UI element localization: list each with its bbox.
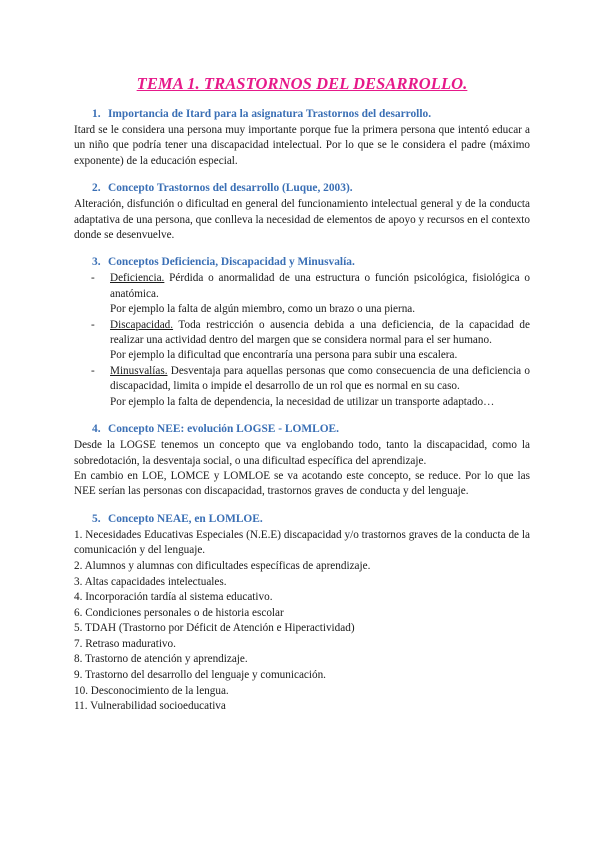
list-item: 1. Necesidades Educativas Especiales (N.E.E) discapacidad y/o trastornos graves de la conducta de la comunicación y del lenguaje.: [74, 528, 530, 557]
list-item: 8. Trastorno de atención y aprendizaje.: [74, 653, 248, 666]
section-2: [74, 182, 530, 243]
term: Deficiencia.: [110, 272, 165, 285]
list-item: 2. Alumnos y alumnas con dificultades específicas de aprendizaje.: [74, 559, 371, 572]
example: Por ejemplo la dificultad que encontraría una persona para subir una escalera.: [110, 349, 458, 362]
term: Minusvalías.: [110, 364, 168, 377]
list-item: 4. Incorporación tardía al sistema educativo.: [74, 591, 273, 604]
definition-list: [74, 271, 530, 410]
section-paragraph: Itard se le considera una persona muy importante porque fue la primera persona que intentó educar a un niño que podría tener una discapacidad intelectual. Por lo que se le considera el padre (máximo exponente) de la educación especial.: [74, 124, 530, 167]
section-number: 4.: [92, 423, 101, 436]
section-heading: [74, 182, 530, 194]
list-item: 6. Condiciones personales o de historia escolar: [74, 606, 284, 619]
list-item: [74, 271, 530, 317]
list-item: 3. Altas capacidades intelectuales.: [74, 575, 227, 588]
example: Por ejemplo la falta de algún miembro, como un brazo o una pierna.: [110, 303, 416, 316]
list-item: 10. Desconocimiento de la lengua.: [74, 684, 229, 697]
list-item: 9. Trastorno del desarrollo del lenguaje y comunicación.: [74, 669, 326, 682]
dash-bullet: -: [91, 272, 95, 285]
example: Por ejemplo la falta de dependencia, la necesidad de utilizar un transporte adaptado…: [110, 395, 495, 408]
page-title: TEMA 1. TRASTORNOS DEL DESARROLLO.: [136, 74, 468, 93]
section-paragraph: En cambio en LOE, LOMCE y LOMLOE se va acotando este concepto, se reduce. Por lo que las NEE serían las personas con discapacidad, trastornos graves de conducta y del lenguaje.: [74, 469, 530, 498]
section-paragraph: Desde la LOGSE tenemos un concepto que va englobando todo, tanto la discapacidad, como la sobredotación, la desventaja social, o una dificultad específica del aprendizaje.: [74, 439, 530, 467]
definition: Pérdida o anormalidad de una estructura o función psicológica, fisiológica o anatómica.: [110, 272, 530, 300]
section-3: [74, 256, 530, 410]
list-item: 7. Retraso madurativo.: [74, 637, 176, 650]
section-heading-text: Concepto Trastornos del desarrollo (Luque, 2003).: [108, 182, 353, 195]
dash-bullet: -: [91, 318, 95, 331]
list-item: [74, 364, 530, 410]
section-number: 3.: [92, 256, 101, 269]
section-heading-text: Concepto NEE: evolución LOGSE - LOMLOE.: [108, 423, 339, 436]
list-item: [74, 318, 530, 364]
section-number: 1.: [92, 108, 101, 120]
section-5: [74, 513, 530, 715]
section-number: 5.: [92, 512, 101, 525]
section-heading-text: Concepto NEAE, en LOMLOE.: [108, 512, 263, 525]
dash-bullet: -: [91, 364, 95, 377]
term: Discapacidad.: [110, 318, 174, 331]
neae-list: [74, 528, 530, 715]
section-4: [74, 423, 530, 500]
list-item: 11. Vulnerabilidad socioeducativa: [74, 700, 226, 713]
definition: Toda restricción o ausencia debida a una deficiencia, de la capacidad de realizar una actividad dentro del margen que se considera normal para el ser humano.: [110, 318, 530, 347]
section-number: 2.: [92, 182, 101, 195]
section-1: [74, 108, 530, 169]
section-heading: [74, 513, 530, 525]
section-heading: [74, 108, 530, 120]
section-heading-text: Importancia de Itard para la asignatura Trastornos del desarrollo.: [108, 108, 432, 120]
list-item: 5. TDAH (Trastorno por Déficit de Atención e Hiperactividad): [74, 622, 355, 635]
section-heading: [74, 256, 530, 268]
section-paragraph: Alteración, disfunción o dificultad en general del funcionamiento intelectual general y de la conducta adaptativa de una persona, que conlleva la necesidad de elementos de apoyo y recursos en el contexto donde se desenvuelve.: [74, 198, 530, 242]
section-heading: [74, 423, 530, 435]
section-heading-text: Conceptos Deficiencia, Discapacidad y Minusvalía.: [108, 256, 355, 269]
definition: Desventaja para aquellas personas que como consecuencia de una deficiencia o discapacidad, limita o impide el desarrollo de un rol que es normal en su caso.: [110, 364, 530, 393]
